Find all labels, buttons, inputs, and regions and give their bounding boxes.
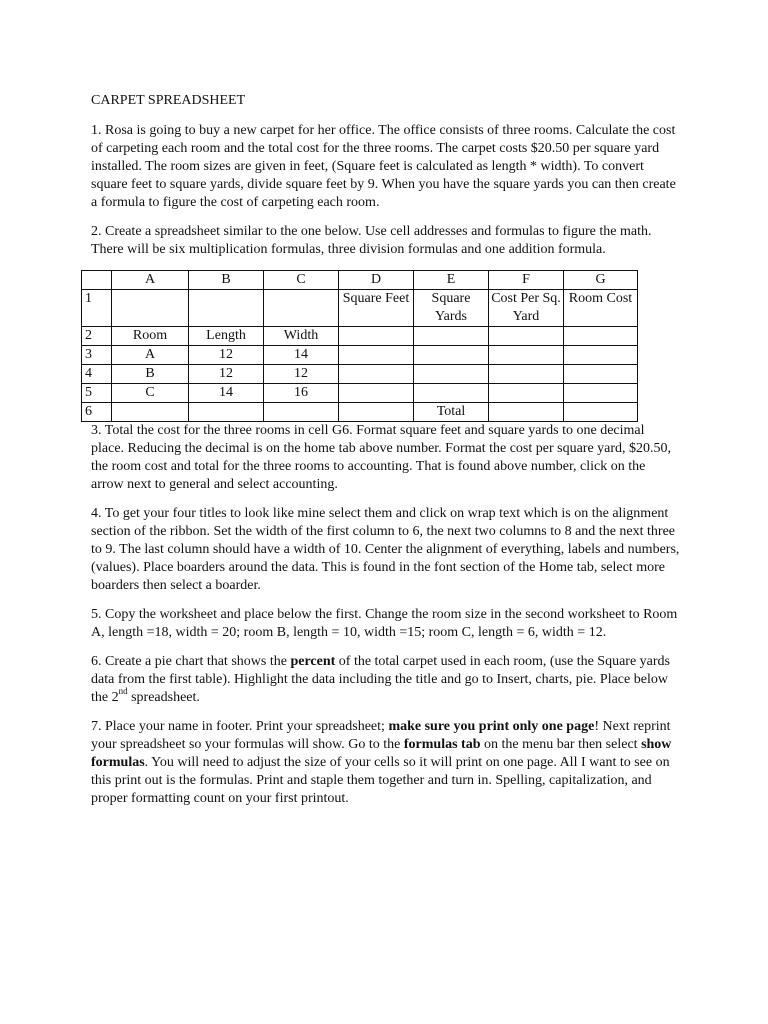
paragraph-6 [91, 653, 681, 707]
table-cell: B [112, 365, 189, 384]
paragraph-6-superscript: nd [118, 686, 128, 697]
table-cell: Cost Per Sq. Yard [489, 290, 564, 327]
table-cell: Total [414, 403, 489, 422]
table-cell [339, 327, 414, 346]
table-cell [339, 384, 414, 403]
paragraph-7-text: 7. Place your name in footer. Print your spreadsheet; [91, 719, 389, 734]
paragraph-4: 4. To get your four titles to look like mine select them and click on wrap text which is on the alignment section of the ribbon. Set the width of the first column to 6, the next two columns to 8 and the next three to 9. The last column should have a width of 10. Center the alignment of everything, labels and numbers, (values). Place boarders around the data. This is found in the font section of the Home tab, select more boarders then select a boarder. [91, 506, 680, 593]
table-cell: B [189, 271, 264, 290]
table-cell: 14 [189, 384, 264, 403]
table-cell [489, 403, 564, 422]
table-cell [339, 365, 414, 384]
row-number: 4 [82, 365, 112, 384]
table-cell: Room Cost [564, 290, 638, 327]
table-cell [564, 384, 638, 403]
table-cell: 16 [264, 384, 339, 403]
table-cell: Square Yards [414, 290, 489, 327]
paragraph-7-bold: formulas tab [403, 737, 481, 752]
table-cell: A [112, 271, 189, 290]
table-cell [489, 365, 564, 384]
table-cell [339, 346, 414, 365]
table-cell [339, 403, 414, 422]
row-number: 6 [82, 403, 112, 422]
paragraph-6-bold: percent [290, 654, 336, 669]
table-cell [264, 290, 339, 327]
table-cell: D [339, 271, 414, 290]
table-cell: Width [264, 327, 339, 346]
table-row [82, 271, 638, 290]
table-cell: E [414, 271, 489, 290]
table-cell [264, 403, 339, 422]
table-cell: F [489, 271, 564, 290]
table-cell [489, 346, 564, 365]
table-cell: G [564, 271, 638, 290]
row-number: 2 [82, 327, 112, 346]
table-cell [189, 290, 264, 327]
table-cell: Length [189, 327, 264, 346]
table-cell [112, 403, 189, 422]
table-cell [564, 327, 638, 346]
table-cell [564, 346, 638, 365]
table-cell: 12 [264, 365, 339, 384]
paragraph-5: 5. Copy the worksheet and place below the first. Change the room size in the second worksheet to Room A, length =18, width = 20; room B, length = 10, width =15; room C, length = 6, width = 12. [91, 607, 678, 640]
document-page [85, 92, 681, 819]
table-row [82, 365, 638, 384]
row-number: 3 [82, 346, 112, 365]
paragraph-6-text: 6. Create a pie chart that shows the [91, 654, 291, 669]
paragraph-6-text: of the total carpet used in each room, (use the Square yards data from the first table). Highlight the data including the title and go to Insert, charts, pie. Place below the 2 [91, 654, 670, 705]
table-cell [414, 327, 489, 346]
table-row [82, 403, 638, 422]
table-cell: A [112, 346, 189, 365]
table-cell [82, 271, 112, 290]
paragraph-7-text: on the menu bar then select [480, 737, 642, 752]
table-cell [112, 290, 189, 327]
paragraph-7-bold: make sure you print only one page [388, 719, 595, 734]
table-cell [564, 365, 638, 384]
table-cell [564, 403, 638, 422]
row-number: 1 [82, 290, 112, 327]
table-row [82, 290, 638, 327]
table-cell: Square Feet [339, 290, 414, 327]
paragraph-6-text: spreadsheet. [127, 690, 200, 705]
row-number: 5 [82, 384, 112, 403]
table-cell [189, 403, 264, 422]
table-row [82, 327, 638, 346]
paragraph-3: 3. Total the cost for the three rooms in cell G6. Format square feet and square yards to one decimal place. Reducing the decimal is on the home tab above number. Format the cost per square yard, $20.50, the room cost and total for the three rooms to accounting. That is found above number, click on the arrow next to general and select accounting. [91, 423, 672, 492]
paragraph-7 [91, 718, 681, 808]
table-cell [414, 384, 489, 403]
table-cell [489, 327, 564, 346]
table-row [82, 346, 638, 365]
table-row [82, 384, 638, 403]
table-cell [414, 365, 489, 384]
table-cell: Room [112, 327, 189, 346]
paragraph-2: 2. Create a spreadsheet similar to the one below. Use cell addresses and formulas to figure the math. There will be six multiplication formulas, three division formulas and one addition formula. [91, 224, 652, 257]
table-cell: 12 [189, 365, 264, 384]
table-cell [414, 346, 489, 365]
table-cell [489, 384, 564, 403]
spreadsheet-table [81, 270, 638, 422]
document-title: CARPET SPREADSHEET [91, 93, 246, 108]
table-cell: C [112, 384, 189, 403]
paragraph-7-text: . You will need to adjust the size of your cells so it will print on one page. All I want to see on this print out is the formulas. Print and staple them together and turn in. Spelling, capitalization, and proper formatting count on your first printout. [91, 755, 670, 806]
paragraph-7-bold: show formulas [91, 737, 672, 770]
paragraph-7-text: ! Next reprint your spreadsheet so your formulas will show. Go to the [91, 719, 671, 752]
table-cell: C [264, 271, 339, 290]
table-cell: 14 [264, 346, 339, 365]
paragraph-1: 1. Rosa is going to buy a new carpet for her office. The office consists of three rooms. Calculate the cost of carpeting each room and the total cost for the three rooms. The carpet costs $20.50 per square yard installed. The room sizes are given in feet, (Square feet is calculated as length * width). To convert square feet to square yards, divide square feet by 9. When you have the square yards you can then create a formula to figure the cost of carpeting each room. [91, 123, 676, 210]
table-cell: 12 [189, 346, 264, 365]
